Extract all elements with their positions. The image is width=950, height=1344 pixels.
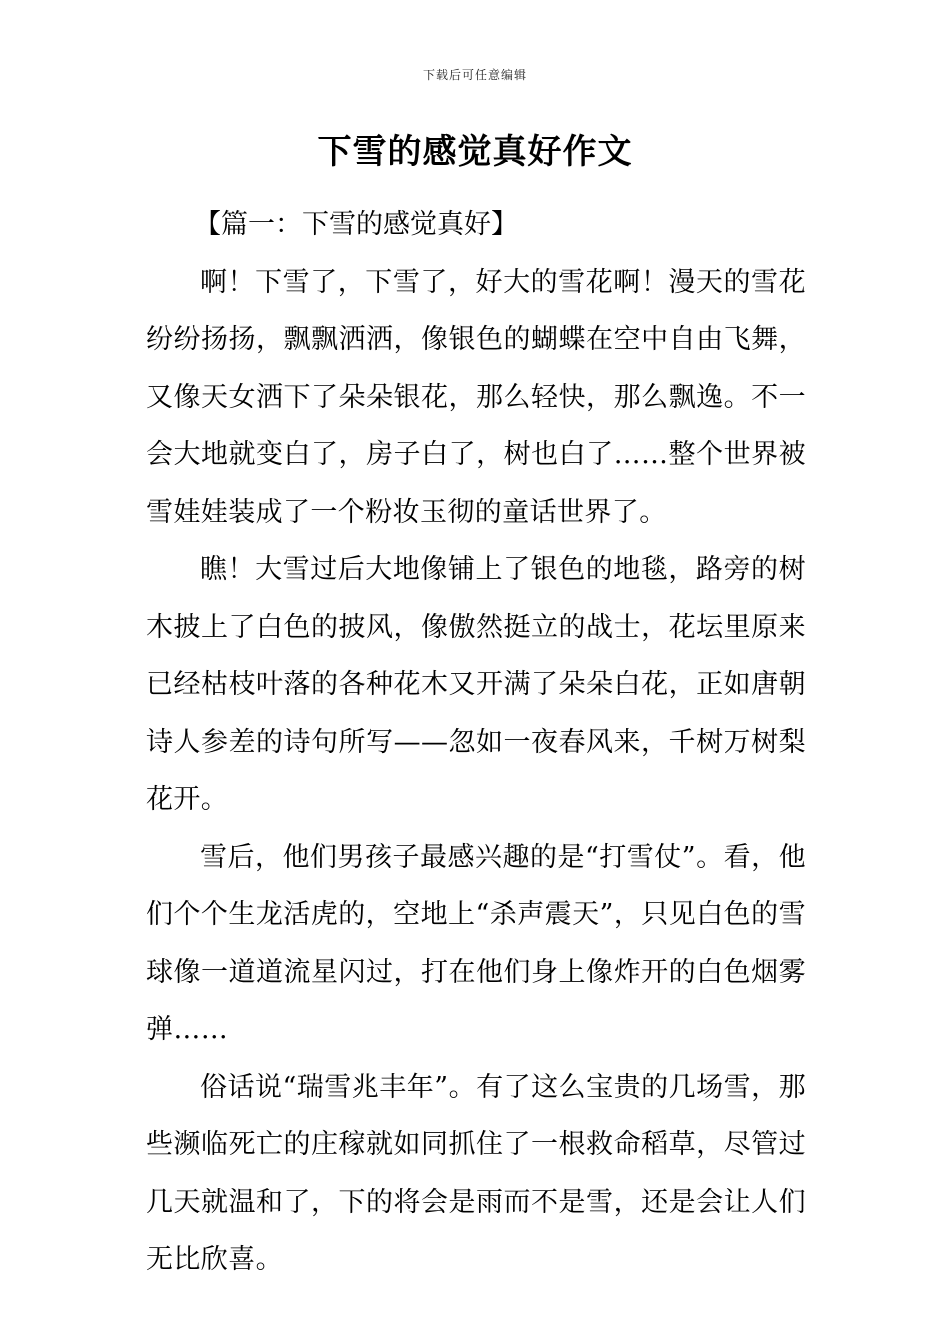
paragraph: 啊！下雪了，下雪了，好大的雪花啊！漫天的雪花纷纷扬扬，飘飘洒洒，像银色的蝴蝶在空中自由飞舞，又像天女洒下了朵朵银花，那么轻快，那么飘逸。不一会大地就变白了，房子白了，树也白了……整个世界被雪娃娃装成了一个粉妆玉彻的童话世界了。 bbox=[146, 266, 806, 528]
document-title: 下雪的感觉真好作文 bbox=[317, 132, 633, 172]
section-heading: 【篇一：下雪的感觉真好】 bbox=[194, 209, 518, 240]
paragraph: 瞧！大雪过后大地像铺上了银色的地毯，路旁的树木披上了白色的披风，像傲然挺立的战士，花坛里原来已经枯枝叶落的各种花木又开满了朵朵白花，正如唐朝诗人参差的诗句所写——忽如一夜春风来，千树万树梨花开。 bbox=[146, 554, 806, 815]
paragraph: 俗话说“瑞雪兆丰年”。有了这么宝贵的几场雪，那些濒临死亡的庄稼就如同抓住了一根救命稻草，尽管过几天就温和了，下的将会是雨而不是雪，还是会让人们无比欣喜。 bbox=[146, 1071, 806, 1275]
document-body bbox=[146, 196, 806, 1289]
header-note: 下载后可任意编辑 bbox=[422, 68, 527, 82]
paragraph: 雪后，他们男孩子最感兴趣的是“打雪仗”。看，他们个个生龙活虎的，空地上“杀声震天”，只见白色的雪球像一道道流星闪过，打在他们身上像炸开的白色烟雾弹…… bbox=[146, 841, 806, 1045]
